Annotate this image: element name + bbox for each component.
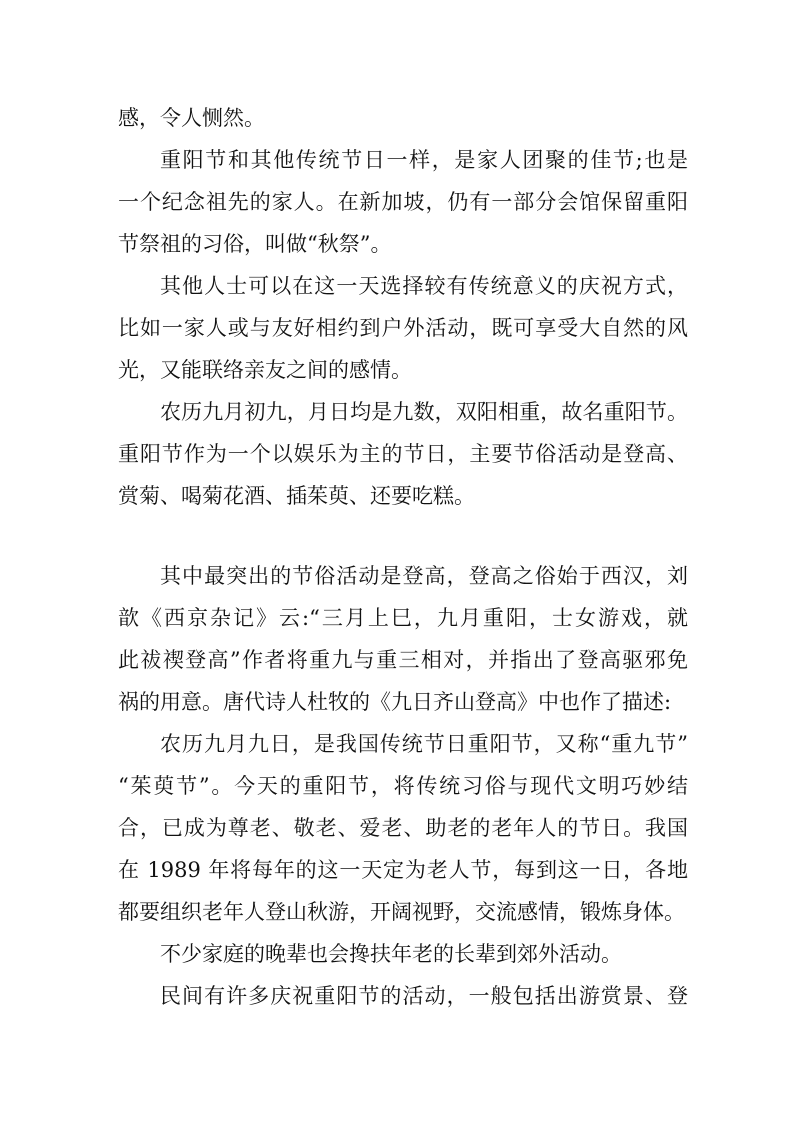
text-line: 此祓禊登高”作者将重九与重三相对，并指出了登高驱邪免 xyxy=(118,648,688,672)
text-line: 光，又能联络亲友之间的感情。 xyxy=(118,358,412,382)
text-line: 歆《西京杂记》云:“三月上巳，九月重阳，士女游戏，就 xyxy=(118,606,688,630)
text-line: 其他人士可以在这一天选择较有传统意义的庆祝方式， xyxy=(160,274,688,298)
text-line: 合，已成为尊老、敬老、爱老、助老的老年人的节日。我国 xyxy=(118,816,688,840)
text-line: 祸的用意。唐代诗人杜牧的《九日齐山登高》中也作了描述: xyxy=(118,690,672,714)
text-line: “茱萸节”。今天的重阳节，将传统习俗与现代文明巧妙结 xyxy=(118,774,688,798)
text-line: 都要组织老年人登山秋游，开阔视野，交流感情，锻炼身体。 xyxy=(118,900,685,924)
text-line: 民间有许多庆祝重阳节的活动，一般包括出游赏景、登 xyxy=(160,984,688,1008)
text-line: 在 1989 年将每年的这一天定为老人节，每到这一日，各地 xyxy=(118,858,688,882)
text-line: 重阳节和其他传统节日一样，是家人团聚的佳节;也是 xyxy=(160,148,688,172)
text-line: 比如一家人或与友好相约到户外活动，既可享受大自然的风 xyxy=(118,316,688,340)
text-line: 农历九月初九，月日均是九数，双阳相重，故名重阳节。 xyxy=(160,400,688,424)
text-line: 感，令人恻然。 xyxy=(118,106,265,130)
text-line: 一个纪念祖先的家人。在新加坡，仍有一部分会馆保留重阳 xyxy=(118,190,688,214)
text-line: 节祭祖的习俗，叫做“秋祭”。 xyxy=(118,232,392,256)
text-line: 赏菊、喝菊花酒、插茱萸、还要吃糕。 xyxy=(118,484,475,508)
text-line: 重阳节作为一个以娱乐为主的节日，主要节俗活动是登高、 xyxy=(118,442,688,466)
text-line: 不少家庭的晚辈也会搀扶年老的长辈到郊外活动。 xyxy=(160,942,622,966)
text-line: 其中最突出的节俗活动是登高，登高之俗始于西汉，刘 xyxy=(160,564,688,588)
text-line: 农历九月九日，是我国传统节日重阳节，又称“重九节” xyxy=(160,732,688,756)
